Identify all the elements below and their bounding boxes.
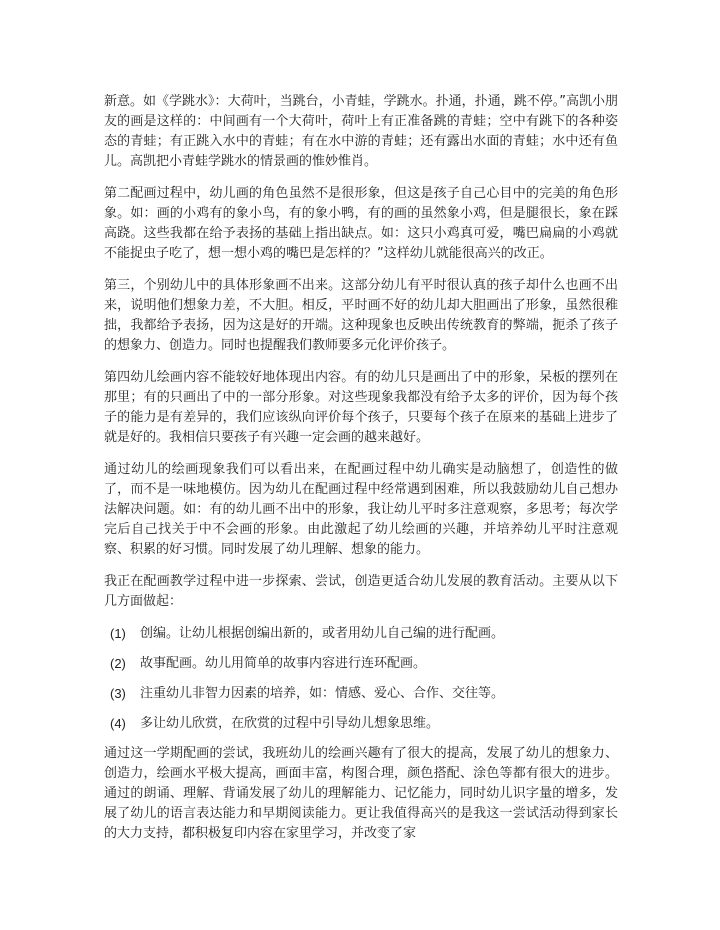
list-item xyxy=(110,654,618,674)
list-item xyxy=(110,624,618,644)
paragraph-semester-summary: 通过这一学期配画的尝试，我班幼儿的绘画兴趣有了很大的提高，发展了幼儿的想象力、创造力，绘画水平极大提高，画面丰富，构图合理，颜色搭配、涂色等都有很大的进步。通过的朗诵、理解、背诵发展了幼儿的理解能力、记忆能力，同时幼儿识字量的增多，发展了幼儿的语言表达能力和早期阅读能力。更让我值得高兴的是我这一尝试活动得到家长的大力支持，都积极复印内容在家里学习，并改变了家 xyxy=(104,746,618,841)
paragraph-third-point: 第三，个别幼儿中的具体形象画不出来。这部分幼儿有平时很认真的孩子却什么也画不出来，说明他们想象力差，不大胆。相反，平时画不好的幼儿却大胆画出了形象，虽然很稚拙，我都给予表扬，因为这是好的开端。这种现象也反映出传统教育的弊端，扼杀了孩子的想象力、创造力。同时也提醒我们教师要多元化评价孩子。 xyxy=(104,278,618,353)
list-item-text: 多让幼儿欣赏，在欣赏的过程中引导幼儿想象思维。 xyxy=(140,716,440,731)
list-item-number: (2) xyxy=(110,656,126,671)
paragraph-observation: 通过幼儿的绘画现象我们可以看出来，在配画过程中幼儿确实是动脑想了，创造性的做了，而不是一味地模仿。因为幼儿在配画过程中经常遇到困难，所以我鼓励幼儿自己想办法解决问题。如：有的幼儿画不出中的形象，我让幼儿平时多注意观察，多思考；每次学完后自己找关于中不会画的形象。由此激起了幼儿绘画的兴趣，并培养幼儿平时注意观察、积累的好习惯。同时发展了幼儿理解、想象的能力。 xyxy=(104,462,618,557)
list-item xyxy=(110,684,618,704)
paragraph-second-point: 第二配画过程中，幼儿画的角色虽然不是很形象，但这是孩子自己心目中的完美的角色形象。如：画的小鸡有的象小鸟，有的象小鸭，有的画的虽然象小鸡，但是腿很长，象在踩高跷。这些我都在给予表扬的基础上指出缺点。如：这只小鸡真可爱，嘴巴扁扁的小鸡就不能捉虫子吃了，想一想小鸡的嘴巴是怎样的？”这样幼儿就能很高兴的改正。 xyxy=(104,186,618,261)
list-item-number: (1) xyxy=(110,626,126,641)
paragraph-plan-intro: 我正在配画教学过程中进一步探索、尝试，创造更适合幼儿发展的教育活动。主要从以下几方面做起： xyxy=(104,574,618,609)
document-body xyxy=(104,92,618,856)
paragraph-fourth-point: 第四幼儿绘画内容不能较好地体现出内容。有的幼儿只是画出了中的形象，呆板的摆列在那里；有的只画出了中的一部分形象。对这些现象我都没有给予太多的评价，因为每个孩子的能力是有差异的，我们应该纵向评价每个孩子，只要每个孩子在原来的基础上进步了就是好的。我相信只要孩子有兴趣一定会画的越来越好。 xyxy=(104,370,618,445)
paragraph-tiaoshui-example: 新意。如《学跳水》：大荷叶，当跳台，小青蛙，学跳水。扑通，扑通，跳不停。”高凯小朋友的画是这样的：中间画有一个大荷叶，荷叶上有正准备跳的青蛙；空中有跳下的各种姿态的青蛙；有正跳入水中的青蛙；有在水中游的青蛙；还有露出水面的青蛙；水中还有鱼儿。高凯把小青蛙学跳水的情景画的惟妙惟肖。 xyxy=(104,94,618,169)
list-item-number: (4) xyxy=(110,716,126,731)
list-item-text: 注重幼儿非智力因素的培养，如：情感、爱心、合作、交往等。 xyxy=(140,686,505,701)
list-item-text: 创编。让幼儿根据创编出新的，或者用幼儿自己编的进行配画。 xyxy=(140,626,505,641)
plan-list xyxy=(104,624,618,734)
list-item-number: (3) xyxy=(110,686,126,701)
list-item xyxy=(110,714,618,734)
list-item-text: 故事配画。幼儿用简单的故事内容进行连环配画。 xyxy=(140,656,427,671)
